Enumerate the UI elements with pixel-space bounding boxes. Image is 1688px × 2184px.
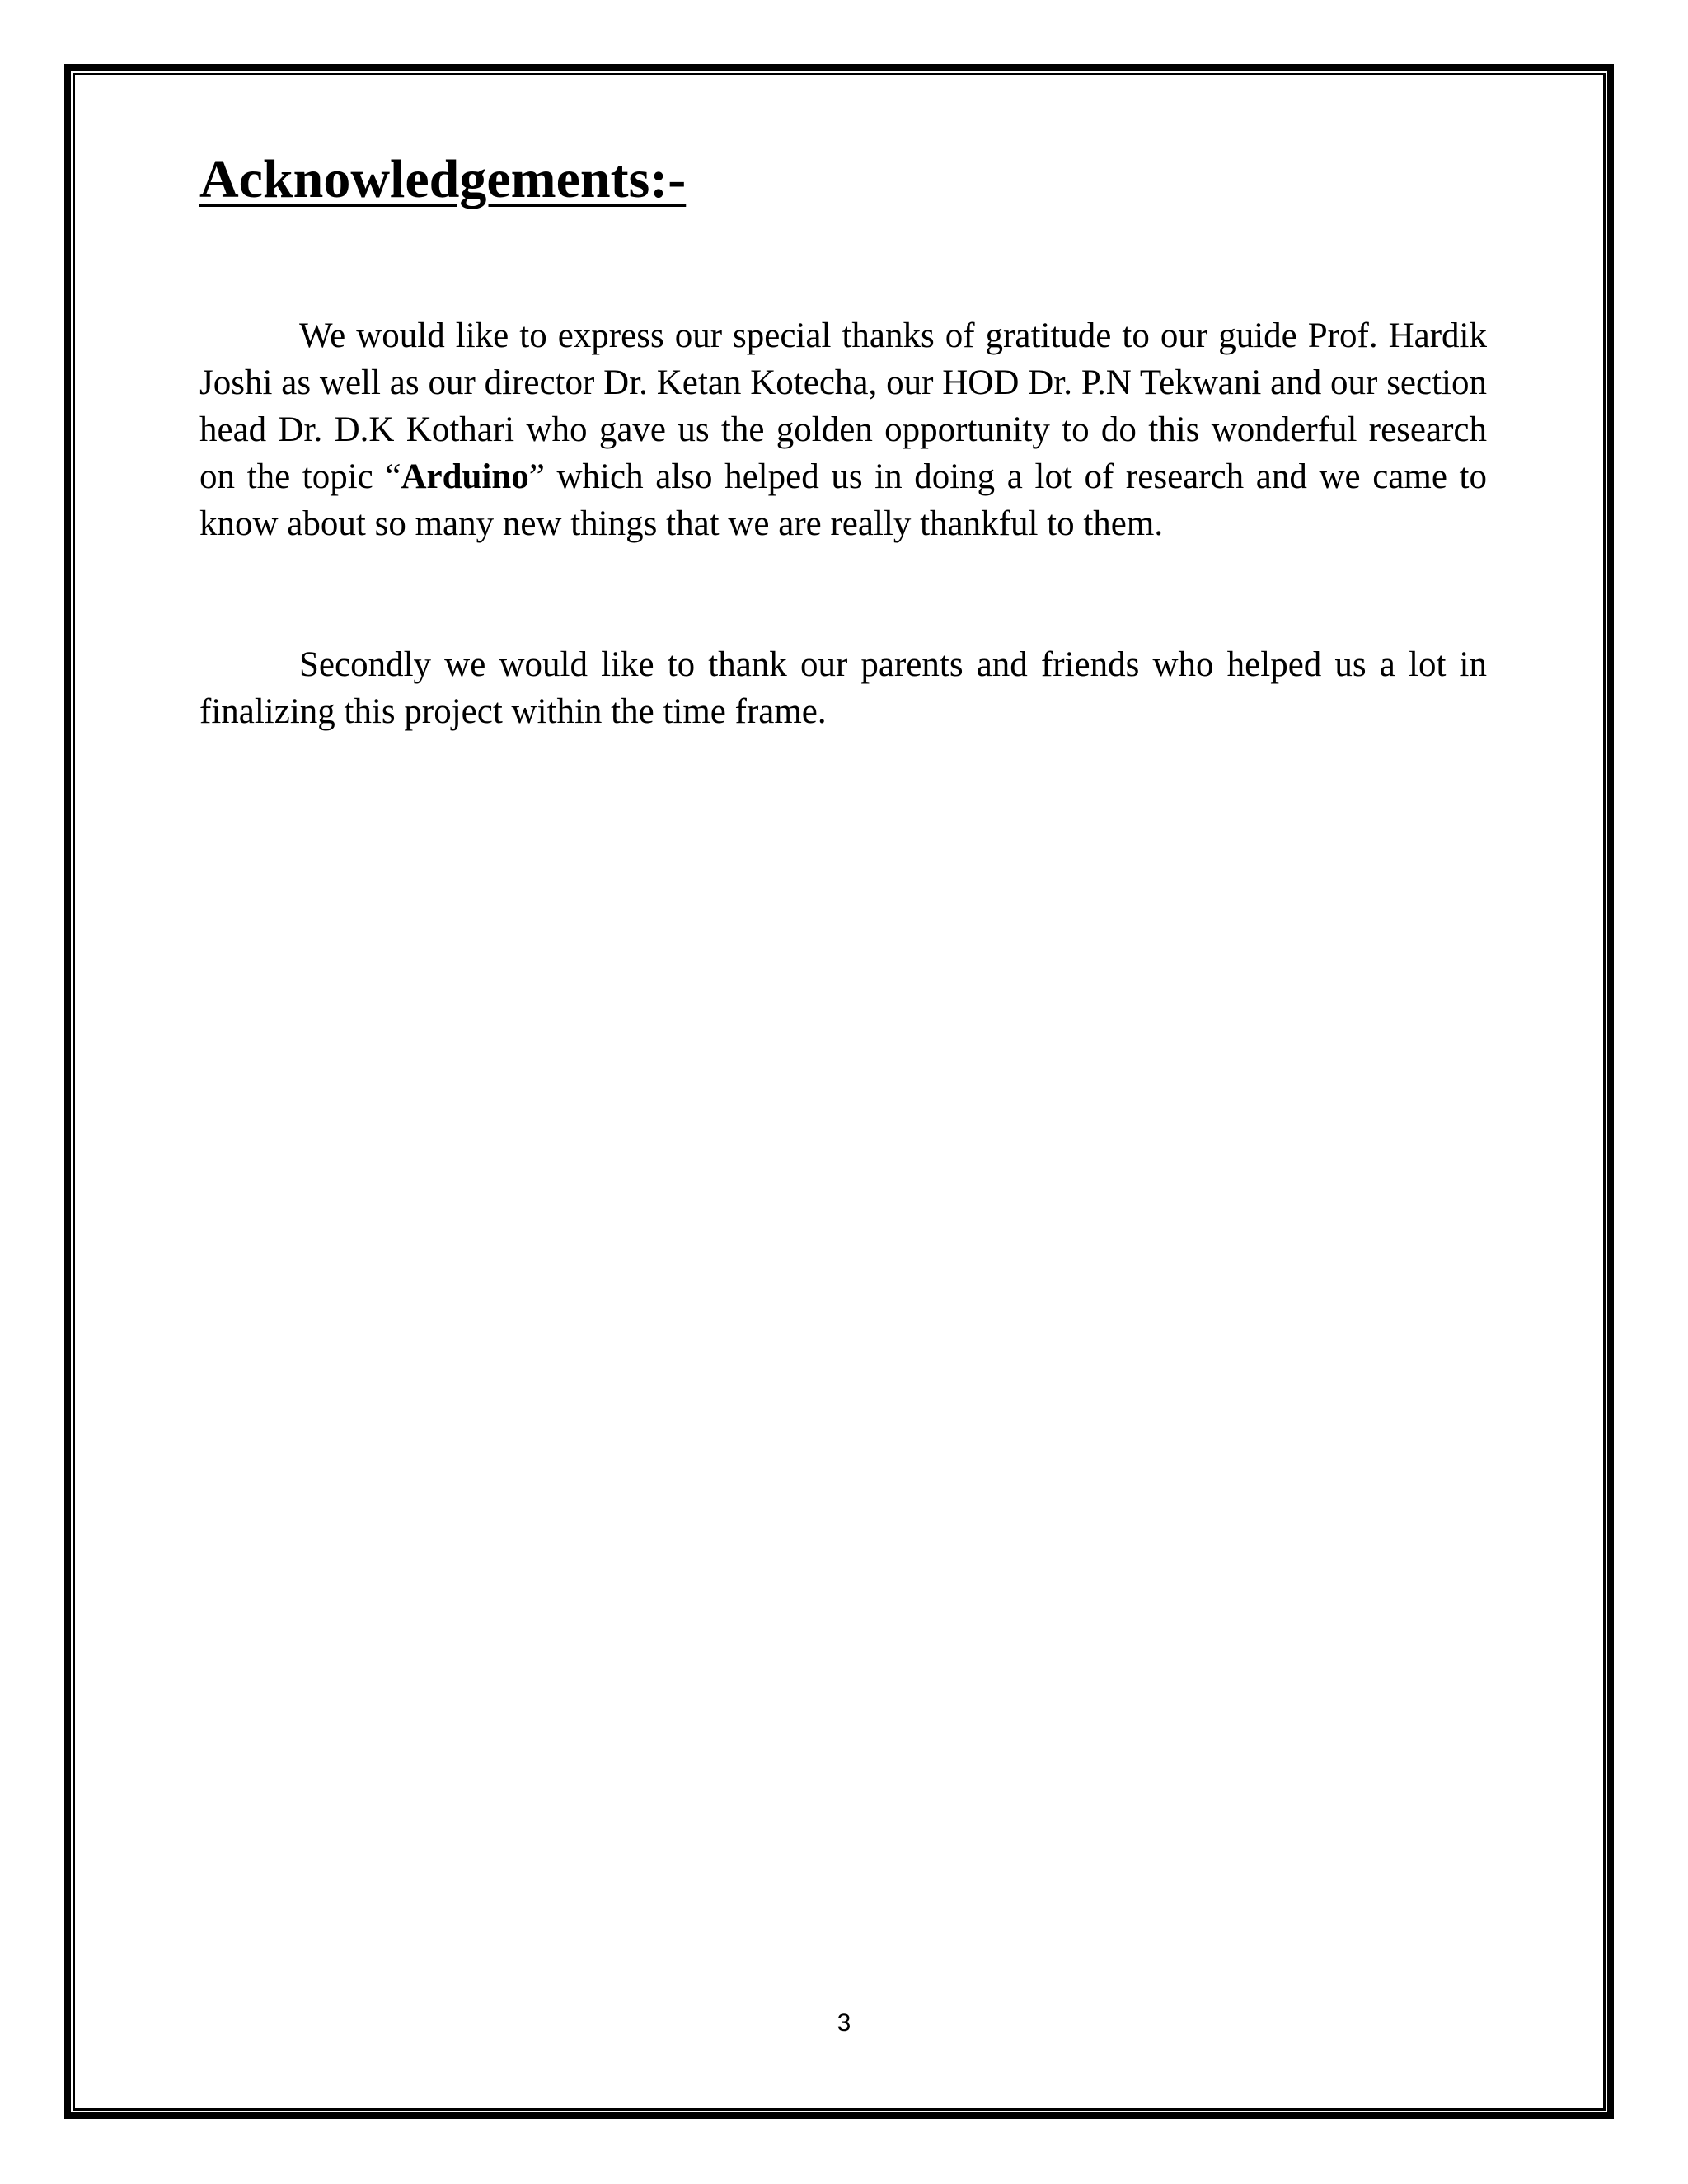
- topic-name: Arduino: [401, 457, 529, 497]
- acknowledgement-paragraph-1: [199, 312, 1487, 547]
- acknowledgement-paragraph-2: Secondly we would like to thank our parents and friends who helped us a lot in finalizing this project within the time frame.: [199, 645, 1487, 732]
- paragraph-1-text-start: We would like to express our special thanks of gratitude to our guide Prof. Hardik Joshi as well as our director Dr. Ketan Kotecha, our HOD Dr. P.N Tekwani and our section head Dr. D.K Kothari who gave us the golden opportunity to do this wonderful research on the topic “: [199, 316, 1487, 497]
- paragraph-1-text-end: ” which also helped us in doing a lot of research and we came to know about so many new things that we are really thankful to them.: [199, 457, 1487, 544]
- page-content: [199, 147, 1487, 735]
- page-heading: Acknowledgements:-: [199, 149, 687, 209]
- page-number: 3: [837, 2009, 851, 2036]
